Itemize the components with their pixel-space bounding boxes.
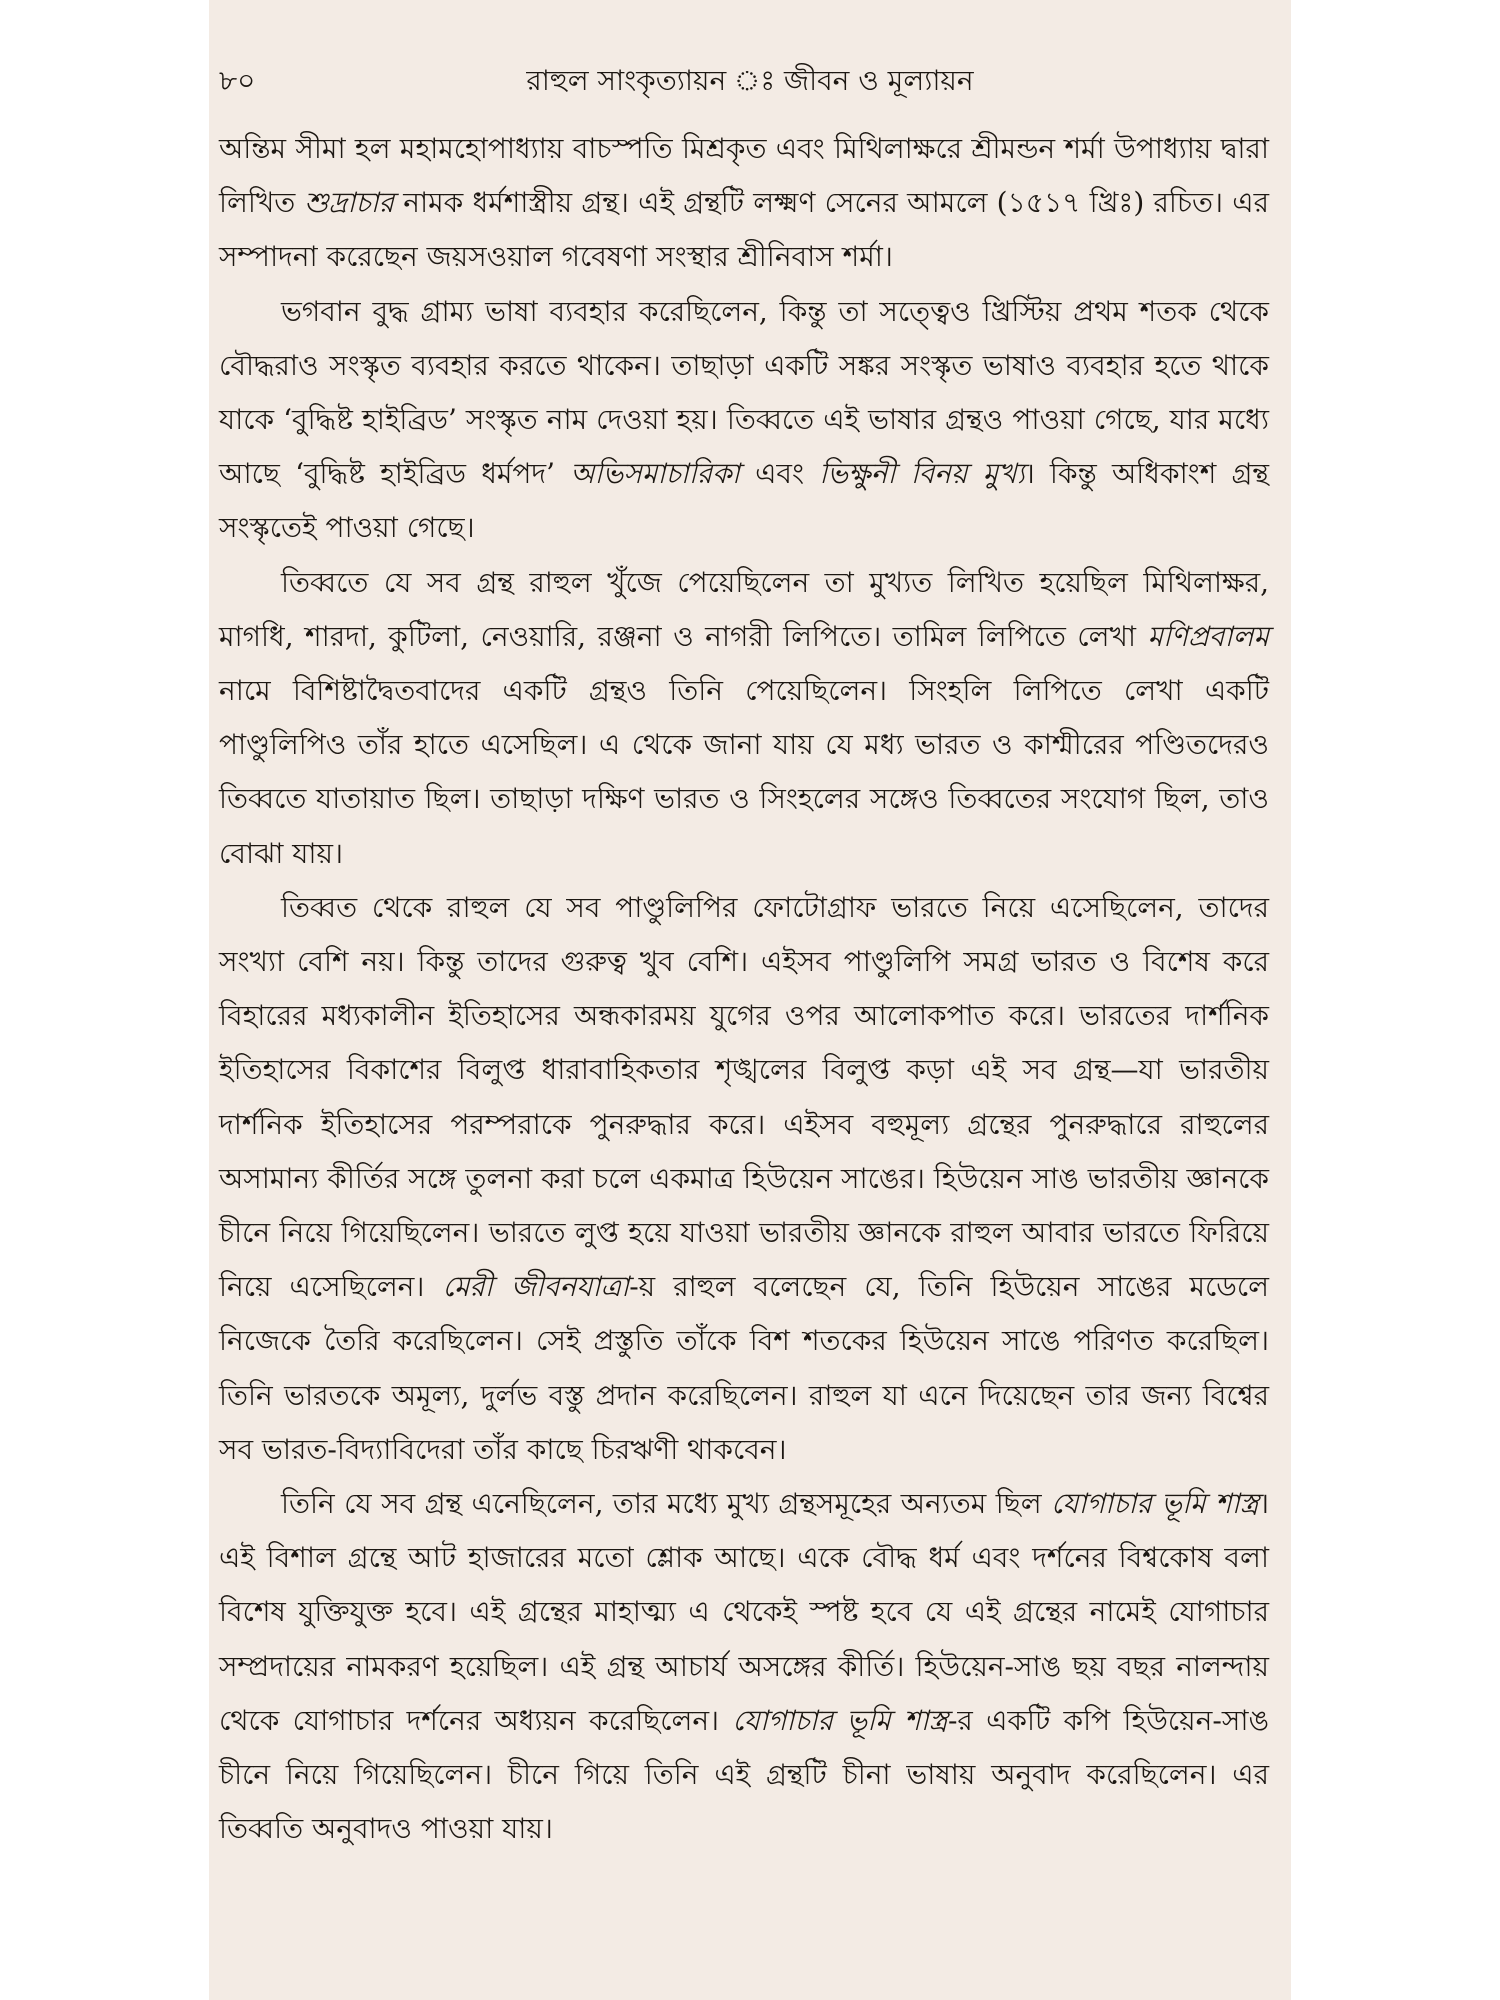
paragraph-text: -র একটি কপি হিউয়েন-সাঙ চীনে নিয়ে গিয়েছিলেন। চীনে গিয়ে তিনি এই গ্রন্থটি চীনা ভাষায় অনুবাদ করেছিলেন। এর তিব্বতি অনুবাদও পাওয়া যায়। [219,1703,1269,1846]
paragraph-text: অন্তিম সীমা হল মহামহোপাধ্যায় বাচস্পতি মিশ্রকৃত এবং মিথিলাক্ষরে শ্রীমন্ডন শর্মা উপাধ্যায় দ্বারা লিখিত [219,132,1269,220]
running-title: রাহুল সাংকৃত্যায়ন ঃ জীবন ও মূল্যায়ন [526,64,974,97]
book-title-italic: মেরী জীবনযাত্রা [442,1270,630,1304]
book-title-italic: যোগাচার ভূমি শাস্ত্র [1051,1487,1259,1521]
paragraph-5 [219,1477,1269,1856]
paragraph-text: তিনি যে সব গ্রন্থ এনেছিলেন, তার মধ্যে মুখ্য গ্রন্থসমূহের অন্যতম ছিল [281,1487,1052,1521]
paragraph-text: । এই বিশাল গ্রন্থে আট হাজারের মতো শ্লোক আছে। একে বৌদ্ধ ধর্ম এবং দর্শনের বিশ্বকোষ বলা বিশেষ যুক্তিযুক্ত হবে। এই গ্রন্থের মাহাত্ম্য এ থেকেই স্পষ্ট হবে যে এই গ্রন্থের নামেই যোগাচার সম্প্রদায়ের নামকরণ হয়েছিল। এই গ্রন্থ আচার্য অসঙ্গের কীর্তি। হিউয়েন-সাঙ ছয় বছর নালন্দায় থেকে যোগাচার দর্শনের অধ্যয়ন করেছিলেন। [219,1487,1269,1737]
book-title-italic: মণিপ্রবালম [1147,619,1269,653]
paragraph-3 [219,556,1269,881]
paragraph-2 [219,285,1269,556]
book-title-italic: শুদ্রাচার [304,186,394,220]
paragraph-text: -য় রাহুল বলেছেন যে, তিনি হিউয়েন সাঙের মডেলে নিজেকে তৈরি করেছিলেন। সেই প্রস্তুতি তাঁকে বিশ শতকের হিউয়েন সাঙে পরিণত করেছিল। তিনি ভারতকে অমূল্য, দুর্লভ বস্তু প্রদান করেছিলেন। রাহুল যা এনে দিয়েছেন তার জন্য বিশ্বের সব ভারত-বিদ্যাবিদেরা তাঁর কাছে চিরঋণী থাকবেন। [219,1270,1269,1466]
book-title-italic: অভিসমাচারিকা [570,457,740,491]
paragraph-text: নামক ধর্মশাস্ত্রীয় গ্রন্থ। এই গ্রন্থটি লক্ষ্মণ সেনের আমলে (১৫১৭ খ্রিঃ) রচিত। এর সম্পাদনা করেছেন জয়সওয়াল গবেষণা সংস্থার শ্রীনিবাস শর্মা। [219,186,1269,274]
book-page [209,0,1291,2000]
book-title-italic: ভিক্ষুনী বিনয় মুখ্য [819,457,1025,491]
running-header [219,55,1281,105]
book-title-italic: যোগাচার ভূমি শাস্ত্র [732,1703,948,1737]
paragraph-text: ভগবান বুদ্ধ গ্রাম্য ভাষা ব্যবহার করেছিলেন, কিন্তু তা সত্ত্বেও খ্রিস্টিয় প্রথম শতক থেকে বৌদ্ধরাও সংস্কৃত ব্যবহার করতে থাকেন। তাছাড়া একটি সঙ্কর সংস্কৃত ভাষাও ব্যবহার হতে থাকে যাকে ‘বুদ্ধিষ্ট হাইব্রিড’ সংস্কৃত নাম দেওয়া হয়। তিব্বতে এই ভাষার গ্রন্থও পাওয়া গেছে, যার মধ্যে আছে ‘বুদ্ধিষ্ট হাইব্রিড ধর্মপদ’ [219,294,1269,491]
page-number: ৮০ [219,64,256,97]
body-text [219,122,1269,1857]
paragraph-text: তিব্বত থেকে রাহুল যে সব পাণ্ডুলিপির ফোটোগ্রাফ ভারতে নিয়ে এসেছিলেন, তাদের সংখ্যা বেশি নয়। কিন্তু তাদের গুরুত্ব খুব বেশি। এইসব পাণ্ডুলিপি সমগ্র ভারত ও বিশেষ করে বিহারের মধ্যকালীন ইতিহাসের অন্ধকারময় যুগের ওপর আলোকপাত করে। ভারতের দার্শনিক ইতিহাসের বিকাশের বিলুপ্ত ধারাবাহিকতার শৃঙ্খলের বিলুপ্ত কড়া এই সব গ্রন্থ—যা ভারতীয় দার্শনিক ইতিহাসের পরম্পরাকে পুনরুদ্ধার করে। এইসব বহুমূল্য গ্রন্থের পুনরুদ্ধারে রাহুলের অসামান্য কীর্তির সঙ্গে তুলনা করা চলে একমাত্র হিউয়েন সাঙের। হিউয়েন সাঙ ভারতীয় জ্ঞানকে চীনে নিয়ে গিয়েছিলেন। ভারতে লুপ্ত হয়ে যাওয়া ভারতীয় জ্ঞানকে রাহুল আবার ভারতে ফিরিয়ে নিয়ে এসেছিলেন। [219,890,1269,1304]
paragraph-1 [219,122,1269,285]
paragraph-text: । কিন্তু অধিকাংশ গ্রন্থ সংস্কৃতেই পাওয়া গেছে। [219,457,1269,545]
paragraph-4 [219,881,1269,1477]
paragraph-text: এবং [739,457,820,491]
paragraph-text: নামে বিশিষ্টাদ্বৈতবাদের একটি গ্রন্থও তিনি পেয়েছিলেন। সিংহলি লিপিতে লেখা একটি পাণ্ডুলিপিও তাঁর হাতে এসেছিল। এ থেকে জানা যায় যে মধ্য ভারত ও কাশ্মীরের পণ্ডিতদেরও তিব্বতে যাতায়াত ছিল। তাছাড়া দক্ষিণ ভারত ও সিংহলের সঙ্গেও তিব্বতের সংযোগ ছিল, তাও বোঝা যায়। [219,674,1269,870]
paragraph-text: তিব্বতে যে সব গ্রন্থ রাহুল খুঁজে পেয়েছিলেন তা মুখ্যত লিখিত হয়েছিল মিথিলাক্ষর, মাগধি, শারদা, কুটিলা, নেওয়ারি, রঞ্জনা ও নাগরী লিপিতে। তামিল লিপিতে লেখা [219,565,1269,653]
